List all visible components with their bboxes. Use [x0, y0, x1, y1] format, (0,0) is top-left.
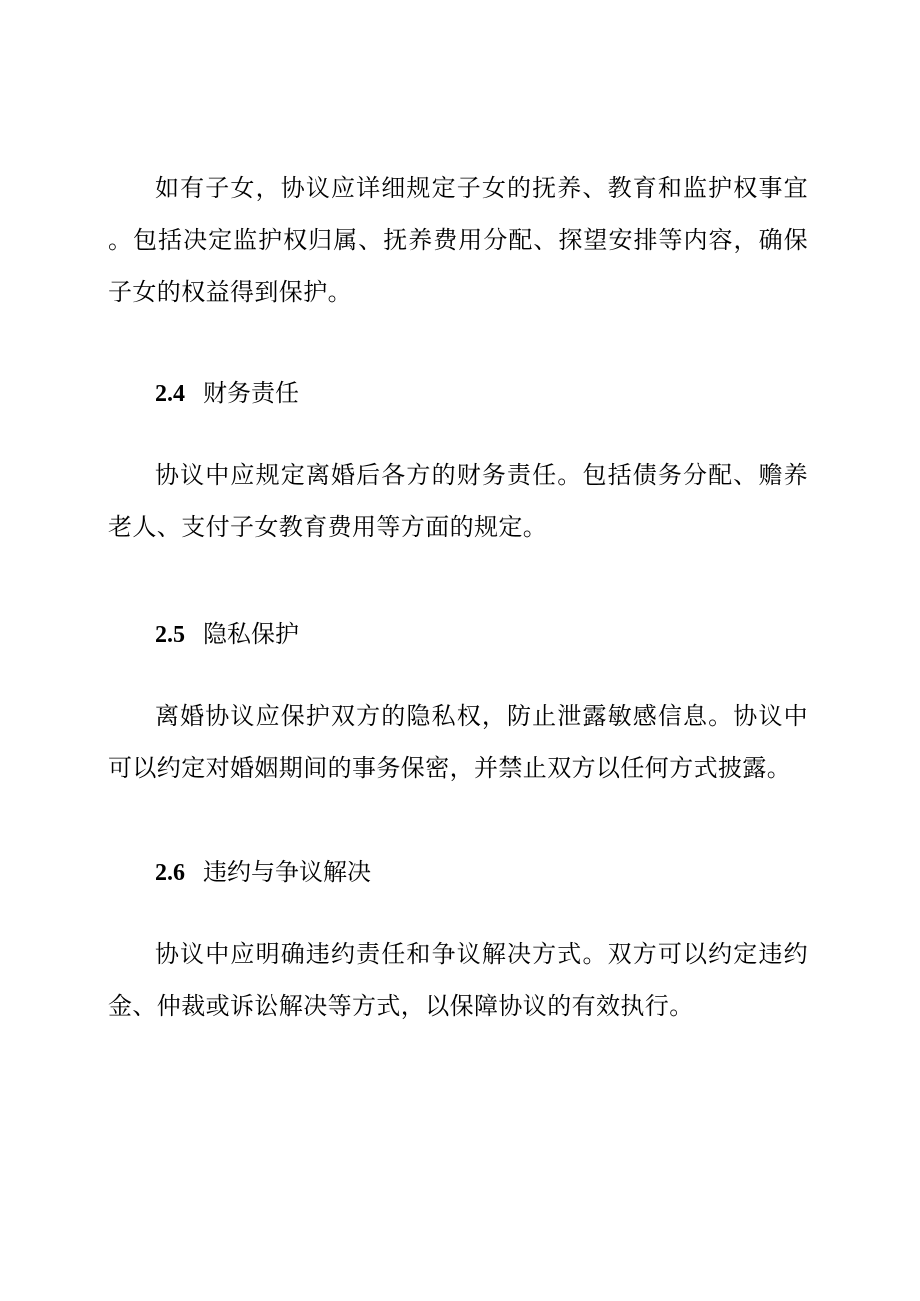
section-heading-2-6 [155, 857, 371, 888]
paragraph-breach-dispute-resolution: 协议中应明确违约责任和争议解决方式。双方可以约定违约金、仲裁或诉讼解决等方式，以保障协议的有效执行。 [108, 940, 808, 1020]
section-title: 隐私保护 [203, 620, 299, 648]
section-number: 2.5 [155, 622, 185, 648]
section-number: 2.6 [155, 860, 185, 886]
paragraph-privacy-protection: 离婚协议应保护双方的隐私权，防止泄露敏感信息。协议中可以约定对婚姻期间的事务保密，并禁止双方以任何方式披露。 [108, 702, 808, 782]
section-heading-2-5 [155, 619, 299, 650]
paragraph-children-custody: 如有子女，协议应详细规定子女的抚养、教育和监护权事宜。包括决定监护权归属、抚养费用分配、探望安排等内容，确保子女的权益得到保护。 [108, 174, 808, 306]
section-heading-2-4 [155, 378, 299, 409]
paragraph-financial-responsibility: 协议中应规定离婚后各方的财务责任。包括债务分配、赡养老人、支付子女教育费用等方面的规定。 [108, 461, 808, 541]
section-title: 财务责任 [203, 379, 299, 407]
section-number: 2.4 [155, 381, 185, 407]
section-title: 违约与争议解决 [203, 858, 371, 886]
